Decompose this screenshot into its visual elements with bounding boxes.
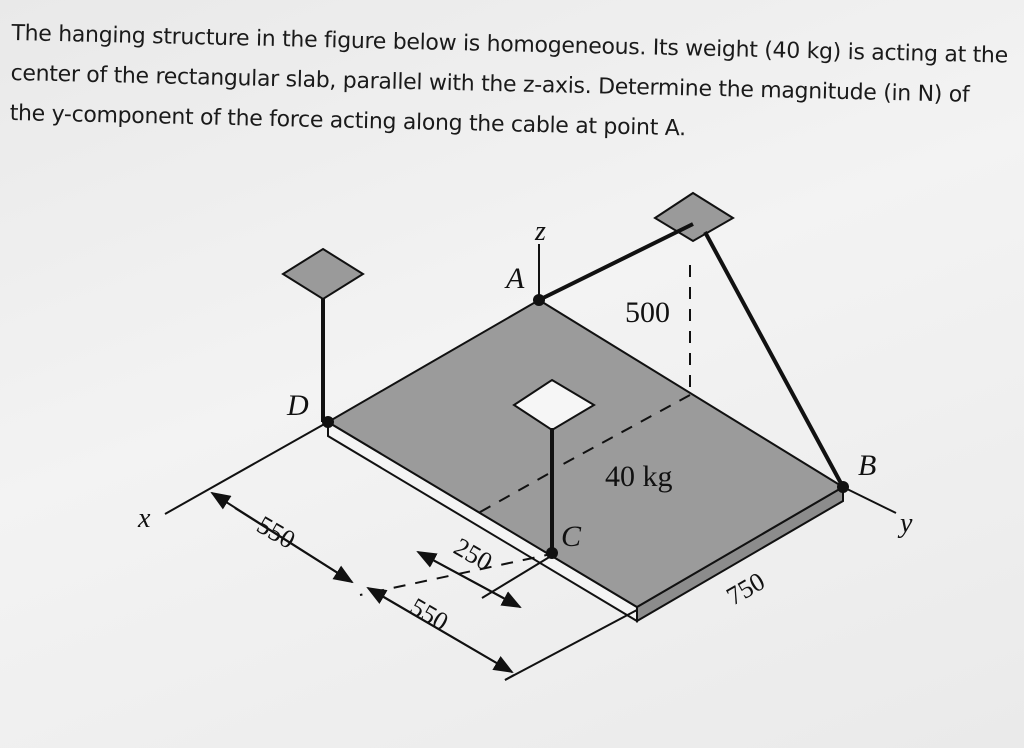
support-left [283,249,363,299]
support-top-right [655,193,733,241]
dim-tick-250 [482,553,556,598]
point-b [837,481,849,493]
label-c: C [561,520,582,553]
label-x: x [138,503,151,534]
point-a [533,294,545,306]
label-d: D [287,389,309,422]
label-y: y [900,508,913,539]
problem-statement: The hanging structure in the figure below is homogeneous. Its weight (40 kg) is acting at the center of the rectangular slab, parallel with the z-axis. Determine the magnitude (in N) of the y-component of the force acting along the cable at point A. [9,20,1009,142]
point-d [322,416,334,428]
cable-a [539,224,693,300]
label-dim-250: 250 [449,532,498,577]
y-axis-line [843,487,896,513]
label-height-500: 500 [625,296,670,329]
label-dim-550-right: 550 [405,592,454,637]
x-axis-line [165,422,328,514]
label-dim-750: 750 [721,566,770,612]
label-dim-550-left: 550 [252,510,301,555]
label-a: A [506,262,525,295]
label-weight: 40 kg [605,460,673,493]
dim-tick-750 [505,675,514,680]
dim-line-750 [505,610,637,680]
label-b: B [858,449,877,482]
label-z: z [535,216,546,247]
